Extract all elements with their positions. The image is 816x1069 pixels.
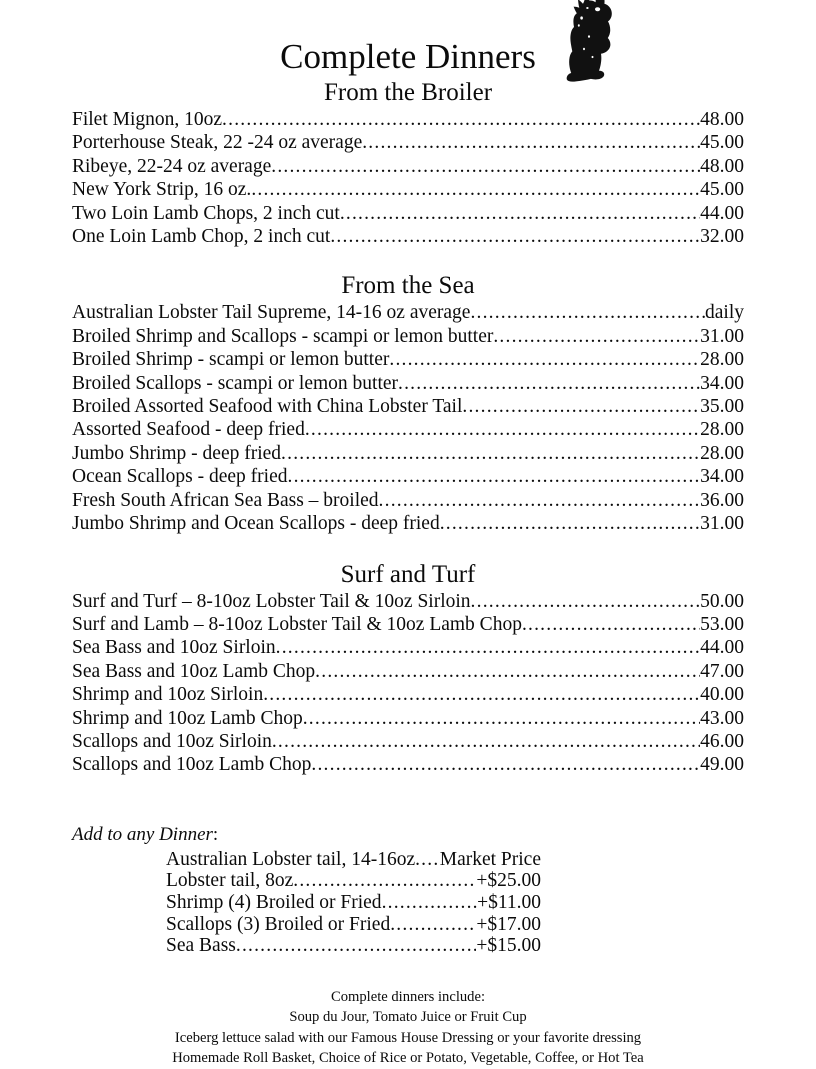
- menu-item-price: 28.00: [700, 419, 744, 441]
- menu-item: [72, 512, 744, 535]
- dot-leader: [471, 590, 701, 613]
- menu-item-name: Surf and Lamb – 8-10oz Lobster Tail & 10oz Lamb Chop: [72, 613, 522, 635]
- dot-leader: [389, 348, 700, 371]
- menu-item-price: 44.00: [700, 202, 744, 224]
- addon-price: +$11.00: [477, 891, 541, 913]
- menu-item-name: Scallops and 10oz Sirloin: [72, 730, 272, 752]
- menu-item-name: Assorted Seafood - deep fried: [72, 419, 305, 441]
- menu-item-price: 49.00: [700, 754, 744, 776]
- menu-item-name: One Loin Lamb Chop, 2 inch cut: [72, 226, 331, 248]
- menu-item-price: 53.00: [700, 613, 744, 635]
- menu-item-price: 45.00: [700, 179, 744, 201]
- menu-item-name: Ocean Scallops - deep fried: [72, 466, 288, 488]
- menu-item: [72, 418, 744, 441]
- menu-item-name: Shrimp and 10oz Sirloin: [72, 684, 264, 706]
- addons-title: [72, 823, 744, 846]
- menu-item-price: 44.00: [700, 637, 744, 659]
- menu-item-price: 28.00: [700, 442, 744, 464]
- menu-item-name: Sea Bass and 10oz Lamb Chop: [72, 660, 316, 682]
- dot-leader: [398, 372, 700, 395]
- addon-item: [166, 870, 541, 892]
- dot-leader: [271, 155, 700, 178]
- dot-leader: [382, 892, 478, 914]
- menu-item-name: New York Strip, 16 oz.: [72, 179, 252, 201]
- menu-item: [72, 707, 744, 730]
- dot-leader: [390, 914, 476, 936]
- section-surf-and-turf: [72, 558, 744, 777]
- menu-item: [72, 372, 744, 395]
- dot-leader: [379, 489, 701, 512]
- menu-item-price: 32.00: [700, 226, 744, 248]
- dot-leader: [470, 301, 705, 324]
- menu-item-name: Jumbo Shrimp and Ocean Scallops - deep fried: [72, 513, 440, 535]
- menu-item-price: 48.00: [700, 155, 744, 177]
- dot-leader: [462, 395, 700, 418]
- addon-name: Scallops (3) Broiled or Fried: [166, 913, 391, 935]
- menu-item-price: 47.00: [700, 660, 744, 682]
- dot-leader: [330, 225, 700, 248]
- footer-line: Complete dinners include:: [330, 988, 485, 1005]
- addon-price: +$15.00: [476, 935, 541, 957]
- footer-line: Soup du Jour, Tomato Juice or Fruit Cup: [289, 1009, 527, 1026]
- dot-leader: [251, 178, 700, 201]
- menu-item-name: Porterhouse Steak, 22 -24 oz average: [72, 132, 363, 154]
- dot-leader: [522, 613, 700, 636]
- menu-item: [72, 178, 744, 201]
- dot-leader: [440, 512, 700, 535]
- menu-item: [72, 590, 744, 613]
- menu-item: [72, 730, 744, 753]
- dot-leader: [222, 108, 700, 131]
- addon-item: [166, 914, 541, 936]
- footer-line: Homemade Roll Basket, Choice of Rice or Potato, Vegetable, Coffee, or Hot Tea: [172, 1050, 644, 1067]
- menu-item: [72, 660, 744, 683]
- menu-footer: [72, 987, 744, 1069]
- dot-leader: [493, 325, 700, 348]
- menu-item-name: Jumbo Shrimp - deep fried: [72, 442, 282, 464]
- menu-item-name: Fresh South African Sea Bass – broiled: [72, 489, 379, 511]
- dot-leader: [288, 465, 701, 488]
- menu-item-list: [72, 301, 744, 535]
- menu-item-name: Sea Bass and 10oz Sirloin: [72, 637, 276, 659]
- menu-item-name: Broiled Shrimp and Scallops - scampi or lemon butter: [72, 325, 494, 347]
- menu-item-name: Two Loin Lamb Chops, 2 inch cut: [72, 202, 340, 224]
- menu-item-price: 34.00: [700, 466, 744, 488]
- menu-item-price: 35.00: [700, 396, 744, 418]
- dot-leader: [272, 730, 700, 753]
- menu-item-name: Broiled Assorted Seafood with China Lobster Tail: [72, 396, 463, 418]
- menu-item: [72, 325, 744, 348]
- menu-item-name: Scallops and 10oz Lamb Chop: [72, 754, 312, 776]
- menu-item: [72, 636, 744, 659]
- menu-item: [72, 753, 744, 776]
- menu-item-price: 40.00: [700, 684, 744, 706]
- menu-item: [72, 683, 744, 706]
- menu-item-price: 28.00: [700, 349, 744, 371]
- addon-price: Market Price: [439, 848, 541, 870]
- menu-item-price: 34.00: [700, 372, 744, 394]
- addon-item: [166, 935, 541, 957]
- dot-leader: [340, 202, 700, 225]
- addon-price: +$25.00: [476, 870, 541, 892]
- menu-item-price: 43.00: [700, 707, 744, 729]
- menu-item: [72, 202, 744, 225]
- menu-item: [72, 301, 744, 324]
- menu-item-price: 46.00: [700, 730, 744, 752]
- menu-item-price: 31.00: [700, 325, 744, 347]
- menu-item: [72, 613, 744, 636]
- menu-item: [72, 489, 744, 512]
- menu-item-name: Broiled Scallops - scampi or lemon butter: [72, 372, 399, 394]
- addon-name: Australian Lobster tail, 14-16oz: [166, 848, 416, 870]
- section-from-the-broiler: [72, 76, 744, 248]
- menu-item-list: [72, 108, 744, 248]
- addons-title-colon: :: [212, 823, 219, 845]
- addon-name: Sea Bass: [166, 935, 236, 957]
- section-add-to-any-dinner: [72, 823, 744, 957]
- menu-item: [72, 442, 744, 465]
- page-title: Complete Dinners: [280, 37, 536, 76]
- menu-item: [72, 395, 744, 418]
- addons-title-text: Add to any Dinner: [72, 823, 213, 845]
- menu-item: [72, 108, 744, 131]
- menu-item-price: daily: [705, 302, 744, 324]
- menu-item: [72, 225, 744, 248]
- addon-name: Lobster tail, 8oz: [166, 870, 294, 892]
- dot-leader: [311, 753, 700, 776]
- menu-item-name: Filet Mignon, 10oz: [72, 109, 223, 130]
- section-heading: From the Sea: [341, 272, 475, 300]
- menu-item-name: Ribeye, 22-24 oz average: [72, 155, 272, 177]
- menu-item-name: Broiled Shrimp - scampi or lemon butter: [72, 349, 390, 371]
- menu-item: [72, 131, 744, 154]
- menu-item-name: Shrimp and 10oz Lamb Chop: [72, 707, 303, 729]
- menu-item: [72, 155, 744, 178]
- menu-item: [72, 465, 744, 488]
- menu-item-price: 36.00: [700, 489, 744, 511]
- dot-leader: [293, 870, 476, 892]
- menu-item: [72, 348, 744, 371]
- section-heading: Surf and Turf: [340, 560, 476, 588]
- menu-item-price: 45.00: [700, 132, 744, 154]
- dot-leader: [315, 660, 700, 683]
- menu-item-name: Australian Lobster Tail Supreme, 14-16 oz average: [72, 302, 471, 324]
- dot-leader: [362, 131, 700, 154]
- dot-leader: [305, 418, 700, 441]
- footer-line: Iceberg lettuce salad with our Famous House Dressing or your favorite dressing: [174, 1029, 642, 1046]
- addon-item: [166, 849, 541, 871]
- menu-item-price: 50.00: [700, 590, 744, 612]
- dot-leader: [276, 636, 700, 659]
- addon-item: [166, 892, 541, 914]
- menu-item-price: 31.00: [700, 513, 744, 535]
- section-heading: From the Broiler: [323, 79, 493, 106]
- dot-leader: [415, 849, 440, 871]
- dot-leader: [236, 935, 477, 957]
- menu-item-list: [72, 590, 744, 777]
- menu-item-price: 48.00: [700, 109, 744, 130]
- dot-leader: [263, 683, 700, 706]
- addon-list: [72, 849, 744, 957]
- addon-price: +$17.00: [476, 913, 541, 935]
- section-from-the-sea: [72, 269, 744, 535]
- menu-item-name: Surf and Turf – 8-10oz Lobster Tail & 10oz Sirloin: [72, 590, 471, 612]
- addon-name: Shrimp (4) Broiled or Fried: [166, 891, 382, 913]
- dot-leader: [303, 707, 700, 730]
- dot-leader: [281, 442, 700, 465]
- menu-header: [72, 0, 744, 76]
